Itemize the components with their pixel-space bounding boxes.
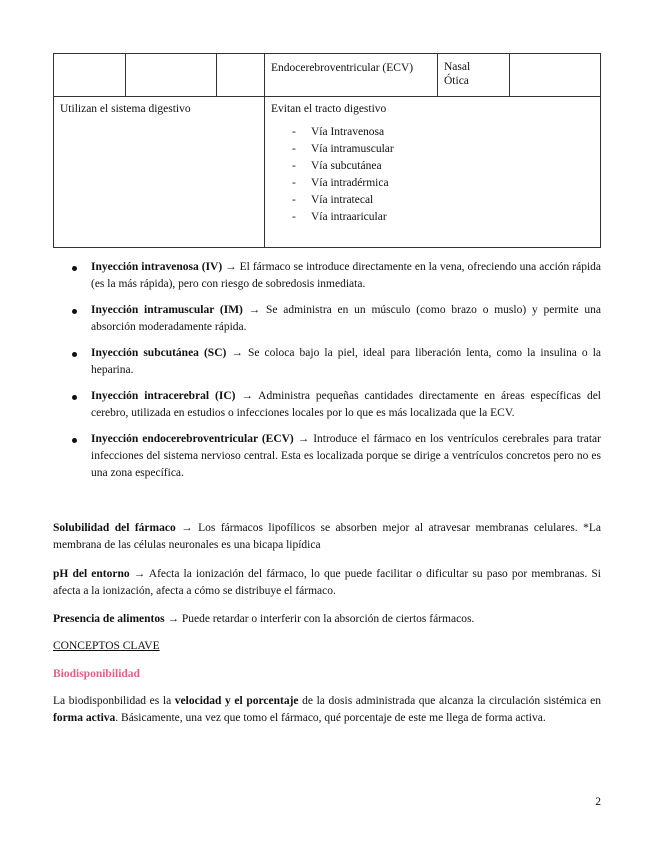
- bullet-icon: [72, 266, 77, 271]
- table-cell-nasal-otica: [438, 54, 510, 96]
- table-row: [54, 54, 600, 97]
- list-item: Inyección endocerebroventricular (ECV) → Introduce el fármaco en los ventrículos cerebrales para tratar infecciones del sistema nervioso central. Esta es localizada porque se dirige a ventrículos concretos pero no es una zona específica.: [53, 431, 601, 482]
- cell-line: Ótica: [444, 75, 469, 87]
- alimentos-paragraph: Presencia de alimentos → Puede retardar o interferir con la absorción de ciertos fármacos.: [53, 613, 475, 625]
- table-cell-non-digestive: [265, 96, 600, 247]
- table-cell: [510, 54, 600, 96]
- bullet-icon: [72, 309, 77, 314]
- section-heading: CONCEPTOS CLAVE: [53, 640, 160, 652]
- list-item: Inyección intramuscular (IM) → Se administra en un músculo (como brazo o muslo) y permite una absorción moderadamente rápida.: [53, 302, 601, 336]
- biodisponibilidad-paragraph: La biodisponbilidad es la velocidad y el porcentaje de la dosis administrada que alcanza la circulación sistémica en forma activa. Básicamente, una vez que tomo el fármaco, qué porcentaje de este me llega de forma activa.: [53, 695, 601, 724]
- table-cell: [54, 54, 126, 96]
- table-cell: [217, 54, 265, 96]
- list-item: - Vía intratecal: [292, 194, 374, 206]
- list-item: - Vía intraaricular: [292, 211, 387, 223]
- subsection-title: Biodisponibilidad: [53, 668, 140, 680]
- bullet-icon: [72, 438, 77, 443]
- cell-line: Nasal: [444, 61, 471, 73]
- list-item: Inyección subcutánea (SC) → Se coloca bajo la piel, ideal para liberación lenta, como la insulina o la heparina.: [53, 345, 601, 379]
- table-row: [54, 96, 600, 247]
- routes-table: [53, 53, 601, 248]
- page-number: 2: [595, 796, 601, 808]
- bullet-icon: [72, 352, 77, 357]
- list-item: - Vía intradérmica: [292, 177, 389, 189]
- list-item: Inyección intravenosa (IV) → El fármaco se introduce directamente en la vena, ofreciendo una acción rápida (es la más rápida), pero con riesgo de sobredosis inmediata.: [53, 259, 601, 293]
- list-item: Inyección intracerebral (IC) → Administra pequeñas cantidades directamente en áreas específicas del cerebro, utilizada en estudios o infecciones locales por lo que es más localizada que la ECV.: [53, 388, 601, 422]
- cell-title: Evitan el tracto digestivo: [271, 103, 387, 115]
- list-item: - Vía Intravenosa: [292, 126, 385, 138]
- ph-paragraph: pH del entorno → Afecta la ionización del fármaco, lo que puede facilitar o dificultar su paso por membranas. Si afecta a la ionización, afecta a cómo se distribuye el fármaco.: [53, 568, 601, 597]
- list-item: - Vía intramuscular: [292, 143, 394, 155]
- solubilidad-paragraph: Solubilidad del fármaco → Los fármacos lipofílicos se absorben mejor al atravesar membranas celulares. *La membrana de las células neuronales es una bicapa lipídica: [53, 522, 601, 551]
- bullet-icon: [72, 395, 77, 400]
- injection-bullets: [53, 259, 601, 491]
- table-cell-digestive: Utilizan el sistema digestivo: [54, 96, 265, 247]
- table-cell-ecv: Endocerebroventricular (ECV): [265, 54, 438, 96]
- list-item: - Vía subcutánea: [292, 160, 382, 172]
- route-list: [271, 124, 594, 226]
- table-cell: [126, 54, 217, 96]
